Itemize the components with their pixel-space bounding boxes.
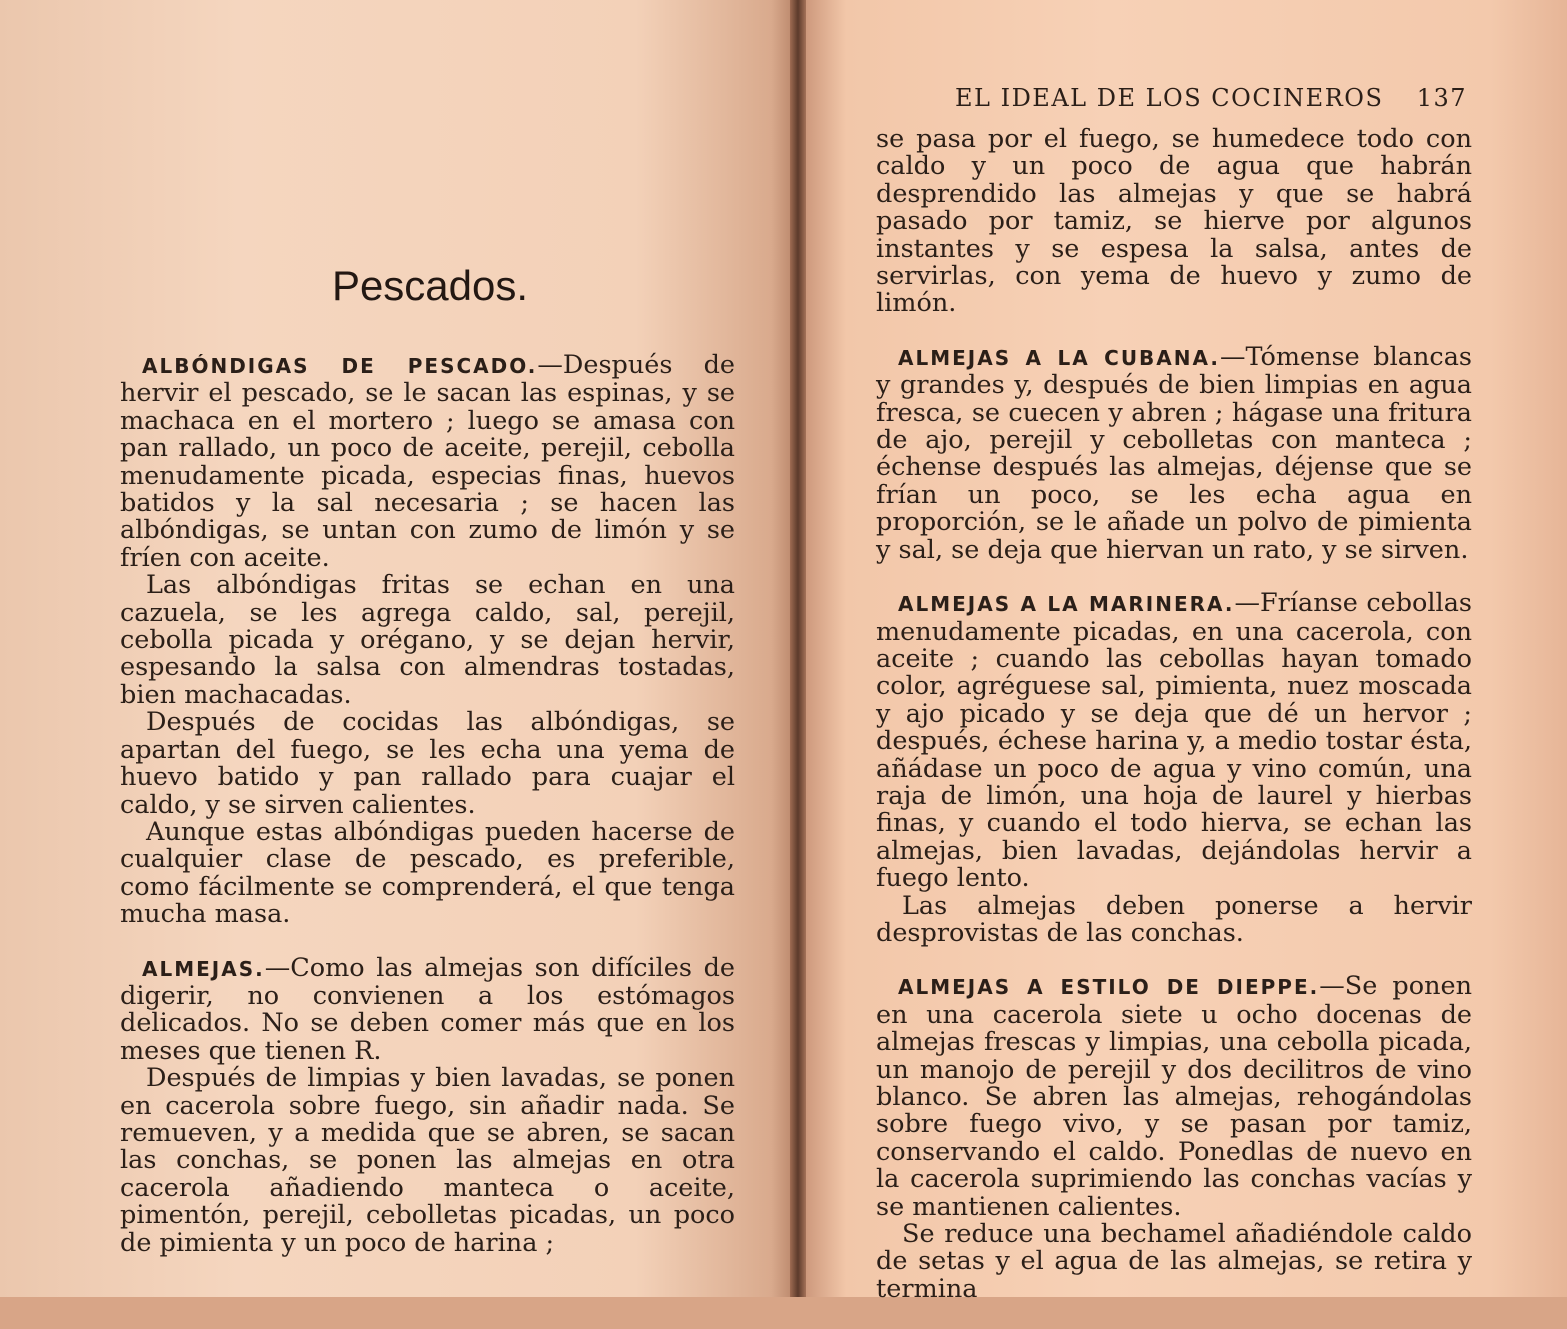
left-page-text [120, 352, 735, 1283]
recipe-text: —Se ponen en una cacerola siete u ocho docenas de almejas frescas y limpias, una cebolla picada, un manojo de perejil y dos decilitros de vino blanco. Se abren las almejas, rehogándolas sobre fuego vivo, y se pasan por tamiz, conservando el caldo. Ponedlas de nuevo en la cacerola suprimiendo las conchas vacías y se mantienen calientes. [876, 971, 1473, 1222]
book-gutter [790, 0, 806, 1297]
section-title: Pescados. [331, 262, 529, 309]
recipe-paragraph: Después de cocidas las albóndigas, se apartan del fuego, se les echa una yema de huevo batido y pan rallado para cuajar el caldo, y se sirven calientes. [120, 707, 735, 820]
recipe-heading: ALMEJAS A LA CUBANA. [898, 345, 1220, 370]
recipe-text: —Fríanse cebollas menudamente picadas, en una cacerola, con aceite ; cuando las cebollas hayan tomado color, agréguese sal, pimienta, nuez moscada y ajo picado y se deja que dé un hervor ; después, échese harina y, a medio tostar ésta, añádase un poco de agua y vino común, una raja de limón, una hoja de laurel y hierbas finas, y cuando el todo hierva, se echan las almejas, bien lavadas, dejándolas hervir a fuego lento. [876, 588, 1472, 894]
recipe-almejas-a-la-marinera [876, 590, 1472, 947]
recipe-paragraph: Las almejas deben ponerse a hervir desprovistas de las conchas. [876, 890, 1472, 948]
recipe-paragraph [876, 341, 1472, 565]
recipe-text: —Tómense blancas y grandes y, después de bien limpias en agua fresca, se cuecen y abren ; hágase una fritura de ajo, perejil y cebolletas con manteca ; échense después las almejas, déjense que se frían un poco, se les echa agua en proporción, se le añade un polvo de pimienta y sal, se deja que hiervan un rato, y se sirven. [876, 341, 1472, 565]
recipe-almejas-a-la-cubana [876, 341, 1472, 565]
recipe-heading: ALBÓNDIGAS DE PESCADO. [142, 354, 538, 378]
recipe-paragraph: se pasa por el fuego, se humedece todo con caldo y un poco de agua que habrán desprendido las almejas y que se habrá pasado por tamiz, se hierve por algunos instantes y se espesa la salsa, antes de servirlas, con yema de huevo y zumo de limón. [876, 124, 1472, 319]
running-head [955, 84, 1467, 112]
recipe-paragraph: Las albóndigas fritas se echan en una cazuela, se les agrega caldo, sal, perejil, cebolla picada y orégano, y se dejan hervir, espesando la salsa con almendras tostadas, bien machacadas. [120, 570, 735, 710]
recipe-paragraph: Después de limpias y bien lavadas, se ponen en cacerola sobre fuego, sin añadir nada. Se remueven, y a medida que se abren, se sacan las conchas, se ponen las almejas en otra cacerola añadiendo manteca o aceite, pimentón, perejil, cebolletas picadas, un poco de pimienta y un poco de harina ; [120, 1063, 735, 1258]
continued-text [876, 126, 1472, 318]
recipe-almejas-a-estilo-de-dieppe [876, 973, 1472, 1303]
recipe-almejas [120, 952, 735, 1258]
right-page-text [876, 126, 1472, 1329]
running-head-title: EL IDEAL DE LOS COCINEROS [955, 84, 1384, 112]
recipe-paragraph [120, 352, 735, 572]
recipe-paragraph [876, 973, 1472, 1221]
recipe-heading: ALMEJAS. [142, 956, 265, 981]
recipe-text: —Como las almejas son difíciles de digerir, no convienen a los estómagos delicados. No se deben comer más que en los meses que tienen R. [120, 952, 735, 1066]
recipe-albondigas-de-pescado [120, 352, 735, 929]
recipe-paragraph [876, 590, 1472, 892]
recipe-heading: ALMEJAS A ESTILO DE DIEPPE. [898, 975, 1320, 1000]
page-number: 137 [1416, 84, 1467, 112]
recipe-text: —Después de hervir el pescado, se le sacan las espinas, y se machaca en el mortero ; luego se amasa con pan rallado, un poco de aceite, perejil, cebolla menudamente picada, especias finas, huevos batidos y la sal necesaria ; se hacen las albóndigas, se untan con zumo de limón y se fríen con aceite. [120, 350, 735, 573]
recipe-paragraph: Aunque estas albóndigas pueden hacerse de cualquier clase de pescado, es preferible, como fácilmente se comprenderá, el que tenga mucha masa. [120, 816, 735, 930]
recipe-heading: ALMEJAS A LA MARINERA. [898, 592, 1235, 617]
recipe-paragraph [120, 952, 735, 1066]
recipe-paragraph: Se reduce una bechamel añadiéndole caldo de setas y el agua de las almejas, se retira y termina [876, 1219, 1472, 1304]
